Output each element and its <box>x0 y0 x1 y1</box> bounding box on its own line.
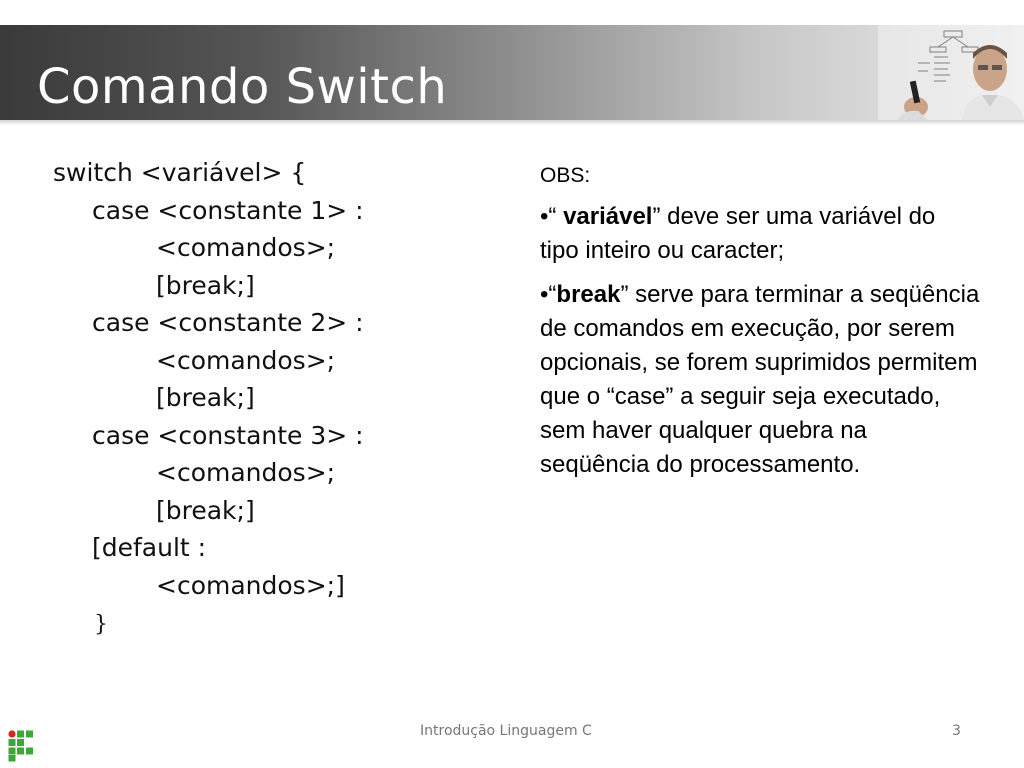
code-line: switch <variável> { <box>53 158 307 187</box>
code-line: <comandos>; <box>156 233 336 262</box>
code-line: <comandos>;] <box>156 571 345 600</box>
footer-text: Introdução Linguagem C <box>420 723 592 739</box>
note-item <box>540 200 980 268</box>
institution-logo <box>8 730 34 762</box>
title-shadow <box>0 120 1024 125</box>
code-line: case <constante 3> : <box>92 421 364 450</box>
code-line: <comandos>; <box>156 346 336 375</box>
code-line: <comandos>; <box>156 458 336 487</box>
code-line: case <constante 1> : <box>92 196 364 225</box>
code-line: } <box>94 612 108 637</box>
slide-title: Comando Switch <box>37 59 448 115</box>
note-bullet: •“ <box>540 281 557 308</box>
title-band <box>0 25 1024 120</box>
notes-panel <box>540 160 980 492</box>
code-line: case <constante 2> : <box>92 308 364 337</box>
note-text: ” deve ser uma variável do tipo inteiro ou caracter; <box>540 203 936 264</box>
code-line: [break;] <box>156 383 255 412</box>
note-item <box>540 278 980 482</box>
note-keyword: variável <box>563 203 653 230</box>
code-line: [break;] <box>156 271 255 300</box>
note-keyword: break <box>556 281 621 308</box>
code-line: [break;] <box>156 496 255 525</box>
code-line: [default : <box>92 533 207 562</box>
man-drawing-diagram-image <box>878 25 1024 120</box>
notes-heading: OBS: <box>540 164 591 187</box>
page-number: 3 <box>952 723 961 739</box>
note-bullet: •“ <box>540 203 564 230</box>
note-text: ” serve para terminar a seqüência de comandos em execução, por serem opcionais, se forem suprimidos permitem que o “case” a seguir seja executado, sem haver qualquer quebra na seqüência do processamento. <box>540 281 980 478</box>
